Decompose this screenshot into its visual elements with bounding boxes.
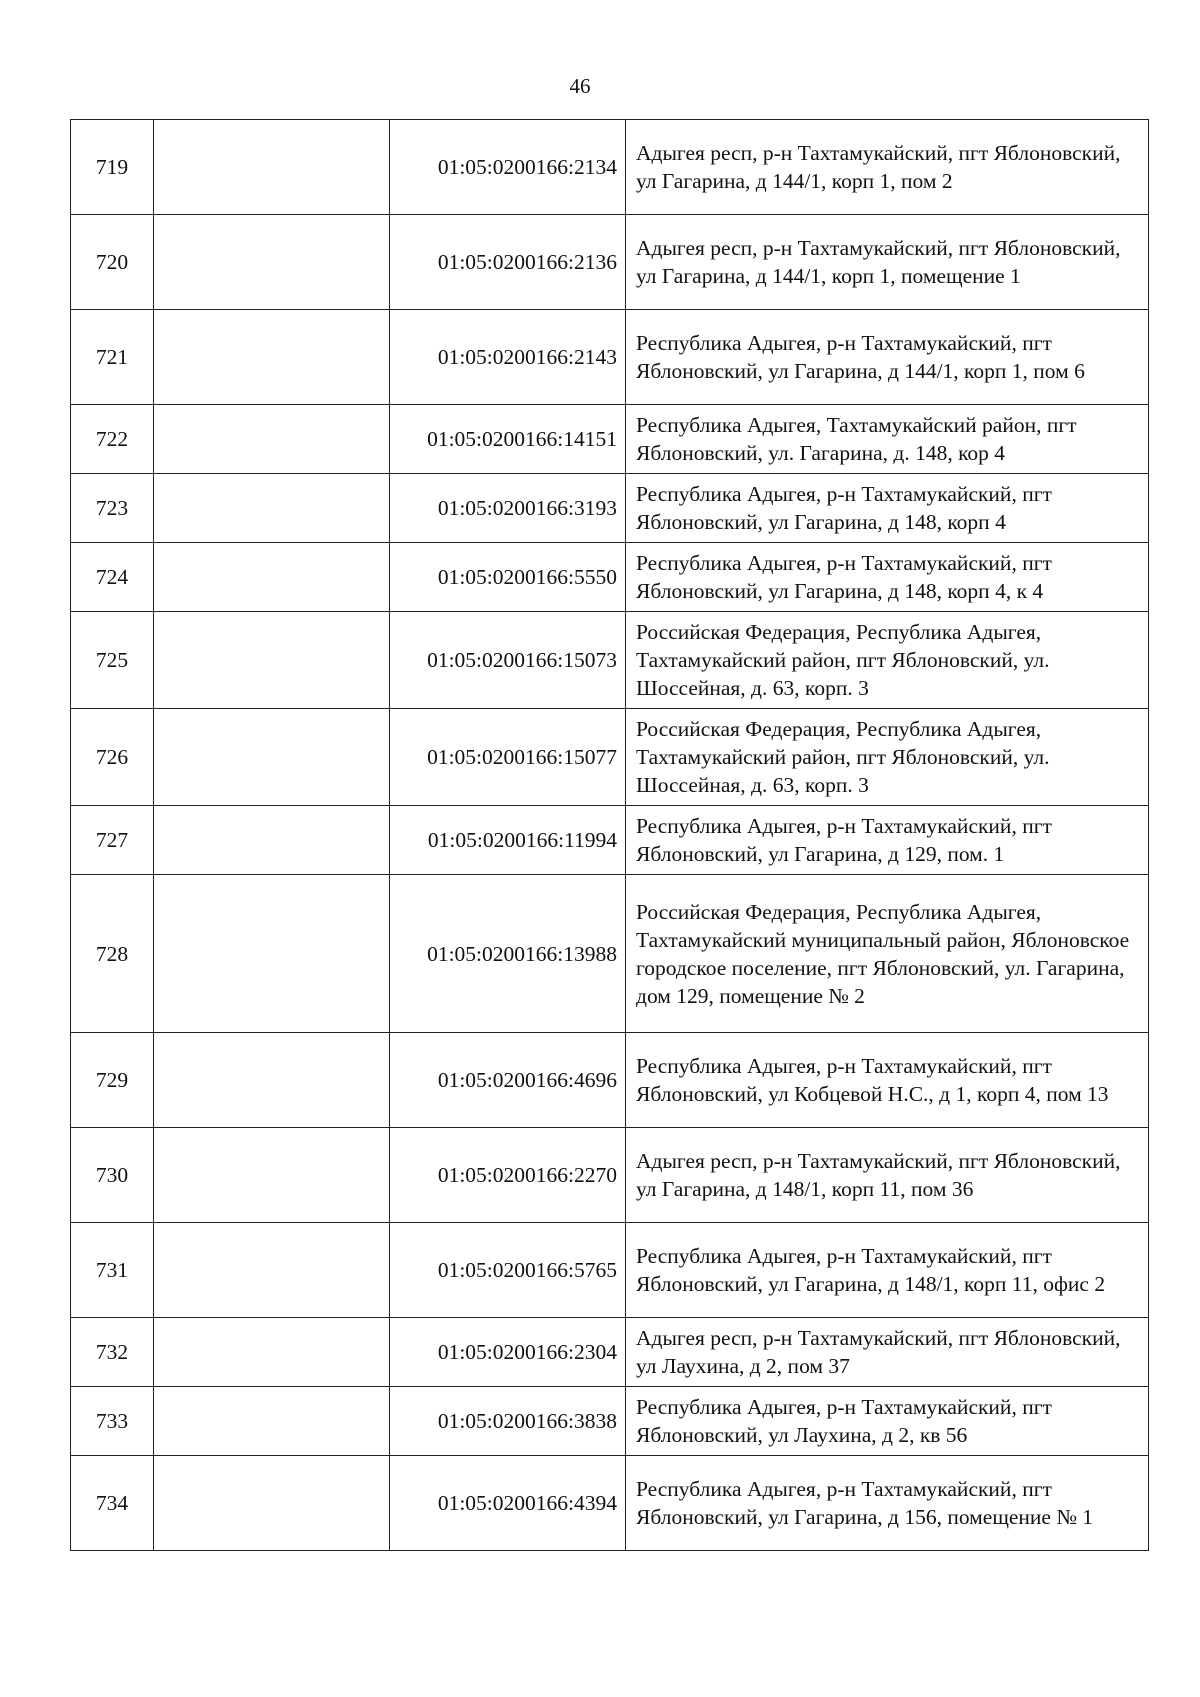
cadastral-number: 01:05:0200166:15073 [390, 612, 626, 709]
cadastral-number: 01:05:0200166:5765 [390, 1223, 626, 1318]
address: Республика Адыгея, р-н Тахтамукайский, пгт Яблоновский, ул Лаухина, д 2, кв 56 [626, 1387, 1149, 1456]
empty-cell [154, 120, 390, 215]
table-row [71, 1387, 1149, 1456]
cadastral-number: 01:05:0200166:2134 [390, 120, 626, 215]
address: Республика Адыгея, р-н Тахтамукайский, пгт Яблоновский, ул Кобцевой Н.С., д 1, корп 4, пом 13 [626, 1033, 1149, 1128]
cadastral-number: 01:05:0200166:3838 [390, 1387, 626, 1456]
row-number: 734 [71, 1456, 154, 1551]
table-row [71, 215, 1149, 310]
cadastral-number: 01:05:0200166:2143 [390, 310, 626, 405]
address: Российская Федерация, Республика Адыгея, Тахтамукайский муниципальный район, Яблоновское городское поселение, пгт Яблоновский, ул. Гагарина, дом 129, помещение № 2 [626, 875, 1149, 1033]
empty-cell [154, 1318, 390, 1387]
empty-cell [154, 1387, 390, 1456]
table-row [71, 120, 1149, 215]
row-number: 732 [71, 1318, 154, 1387]
empty-cell [154, 875, 390, 1033]
cadastral-number: 01:05:0200166:11994 [390, 806, 626, 875]
empty-cell [154, 1456, 390, 1551]
cadastral-number: 01:05:0200166:2270 [390, 1128, 626, 1223]
row-number: 729 [71, 1033, 154, 1128]
row-number: 728 [71, 875, 154, 1033]
address: Республика Адыгея, р-н Тахтамукайский, пгт Яблоновский, ул Гагарина, д 148, корп 4 [626, 474, 1149, 543]
table-row [71, 709, 1149, 806]
empty-cell [154, 215, 390, 310]
cadastral-number: 01:05:0200166:2304 [390, 1318, 626, 1387]
empty-cell [154, 612, 390, 709]
address: Республика Адыгея, р-н Тахтамукайский, пгт Яблоновский, ул Гагарина, д 148/1, корп 11, офис 2 [626, 1223, 1149, 1318]
table-row [71, 543, 1149, 612]
registry-table-body [71, 120, 1149, 1551]
table-row [71, 310, 1149, 405]
row-number: 721 [71, 310, 154, 405]
table-row [71, 612, 1149, 709]
empty-cell [154, 310, 390, 405]
empty-cell [154, 405, 390, 474]
cadastral-number: 01:05:0200166:13988 [390, 875, 626, 1033]
address: Российская Федерация, Республика Адыгея, Тахтамукайский район, пгт Яблоновский, ул. Шоссейная, д. 63, корп. 3 [626, 709, 1149, 806]
empty-cell [154, 1128, 390, 1223]
address: Российская Федерация, Республика Адыгея, Тахтамукайский район, пгт Яблоновский, ул. Шоссейная, д. 63, корп. 3 [626, 612, 1149, 709]
row-number: 719 [71, 120, 154, 215]
table-row [71, 806, 1149, 875]
cadastral-number: 01:05:0200166:4696 [390, 1033, 626, 1128]
row-number: 724 [71, 543, 154, 612]
table-row [71, 1033, 1149, 1128]
empty-cell [154, 1033, 390, 1128]
empty-cell [154, 806, 390, 875]
cadastral-number: 01:05:0200166:15077 [390, 709, 626, 806]
table-row [71, 474, 1149, 543]
empty-cell [154, 1223, 390, 1318]
address: Адыгея респ, р-н Тахтамукайский, пгт Яблоновский, ул Гагарина, д 144/1, корп 1, помещение 1 [626, 215, 1149, 310]
row-number: 733 [71, 1387, 154, 1456]
page-number: 46 [569, 74, 591, 98]
cadastral-number: 01:05:0200166:2136 [390, 215, 626, 310]
row-number: 726 [71, 709, 154, 806]
row-number: 730 [71, 1128, 154, 1223]
table-row [71, 1128, 1149, 1223]
table-row [71, 1456, 1149, 1551]
address: Республика Адыгея, Тахтамукайский район, пгт Яблоновский, ул. Гагарина, д. 148, кор 4 [626, 405, 1149, 474]
address: Республика Адыгея, р-н Тахтамукайский, пгт Яблоновский, ул Гагарина, д 148, корп 4, к 4 [626, 543, 1149, 612]
table-row [71, 1223, 1149, 1318]
table-row [71, 405, 1149, 474]
row-number: 722 [71, 405, 154, 474]
row-number: 723 [71, 474, 154, 543]
table-row [71, 1318, 1149, 1387]
cadastral-number: 01:05:0200166:4394 [390, 1456, 626, 1551]
address: Адыгея респ, р-н Тахтамукайский, пгт Яблоновский, ул Гагарина, д 144/1, корп 1, пом 2 [626, 120, 1149, 215]
row-number: 720 [71, 215, 154, 310]
address: Республика Адыгея, р-н Тахтамукайский, пгт Яблоновский, ул Гагарина, д 144/1, корп 1, пом 6 [626, 310, 1149, 405]
registry-table [70, 119, 1149, 1551]
empty-cell [154, 474, 390, 543]
row-number: 725 [71, 612, 154, 709]
cadastral-number: 01:05:0200166:5550 [390, 543, 626, 612]
address: Адыгея респ, р-н Тахтамукайский, пгт Яблоновский, ул Лаухина, д 2, пом 37 [626, 1318, 1149, 1387]
row-number: 731 [71, 1223, 154, 1318]
address: Республика Адыгея, р-н Тахтамукайский, пгт Яблоновский, ул Гагарина, д 129, пом. 1 [626, 806, 1149, 875]
table-row [71, 875, 1149, 1033]
address: Адыгея респ, р-н Тахтамукайский, пгт Яблоновский, ул Гагарина, д 148/1, корп 11, пом 36 [626, 1128, 1149, 1223]
row-number: 727 [71, 806, 154, 875]
cadastral-number: 01:05:0200166:14151 [390, 405, 626, 474]
empty-cell [154, 709, 390, 806]
empty-cell [154, 543, 390, 612]
address: Республика Адыгея, р-н Тахтамукайский, пгт Яблоновский, ул Гагарина, д 156, помещение № 1 [626, 1456, 1149, 1551]
cadastral-number: 01:05:0200166:3193 [390, 474, 626, 543]
